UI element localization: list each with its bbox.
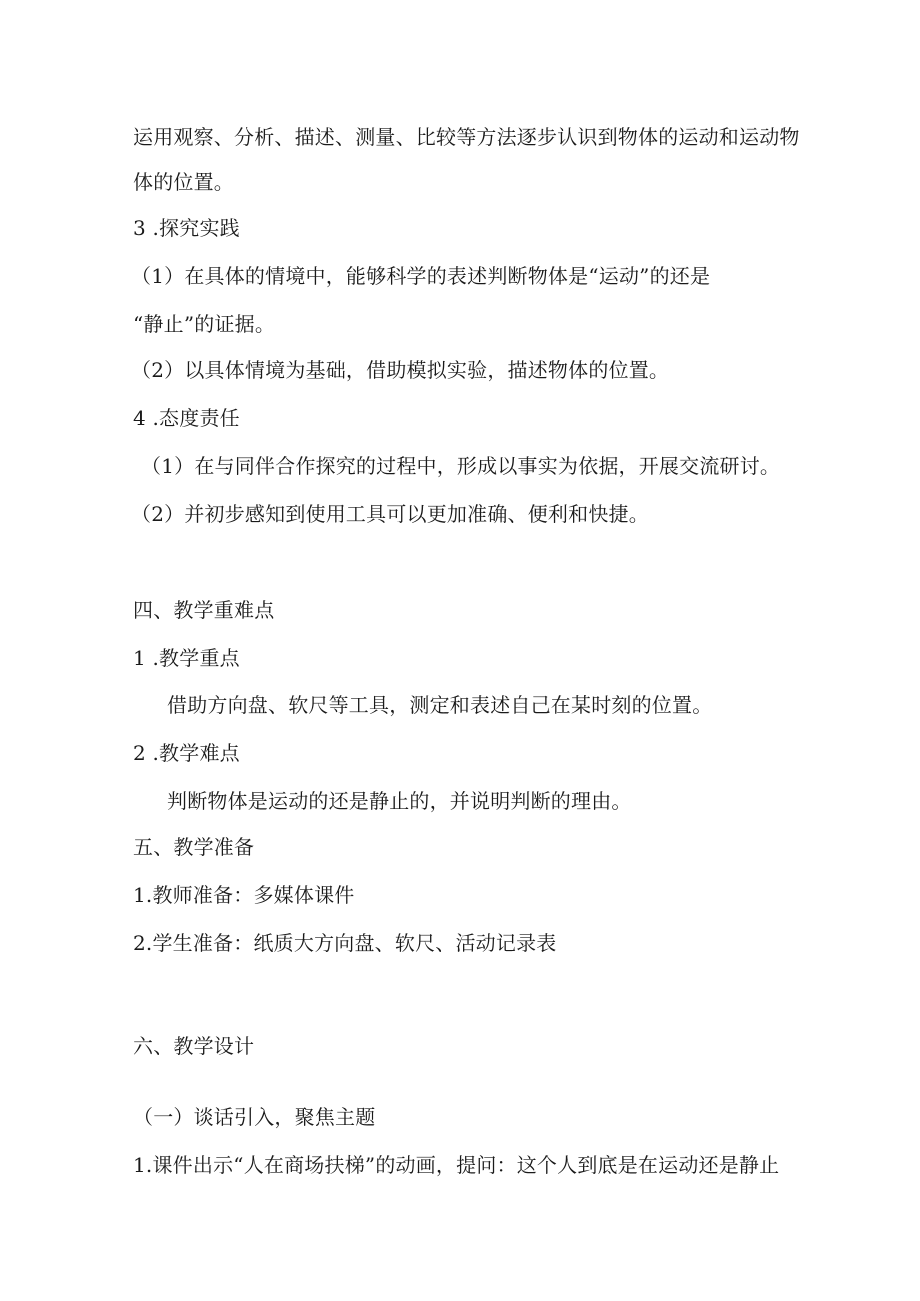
list-item: （2）以具体情境为基础，借助模拟实验，描述物体的位置。 (131, 358, 670, 382)
section-heading-inquiry-practice: 3 .探究实践 (133, 216, 240, 240)
list-item: （1）在具体的情境中，能够科学的表述判断物体是“运动”的还是 (131, 264, 711, 288)
subsection-heading-intro: （一）谈话引入，聚焦主题 (133, 1105, 376, 1129)
chapter-heading-key-points: 四、教学重难点 (133, 598, 275, 622)
list-item-continuation: “静止”的证据。 (133, 312, 276, 336)
body-paragraph-line: 1.课件出示“人在商场扶梯”的动画，提问：这个人到底是在运动还是静止 (133, 1153, 780, 1177)
chapter-heading-design: 六、教学设计 (133, 1034, 255, 1058)
list-item: （1）在与同伴合作探究的过程中，形成以事实为依据，开展交流研讨。 (141, 454, 781, 478)
body-paragraph-line: 判断物体是运动的还是静止的，并说明判断的理由。 (167, 789, 632, 813)
list-item: （2）并初步感知到使用工具可以更加准确、便利和快捷。 (131, 502, 649, 526)
chapter-heading-preparation: 五、教学准备 (133, 835, 255, 859)
list-item-teacher-prep: 1.教师准备：多媒体课件 (133, 883, 355, 907)
body-paragraph-line: 运用观察、分析、描述、测量、比较等方法逐步认识到物体的运动和运动物 (133, 125, 800, 149)
subheading-difficult-point: 2 .教学难点 (133, 741, 240, 765)
section-heading-attitude: 4 .态度责任 (133, 406, 240, 430)
list-item-student-prep: 2.学生准备：纸质大方向盘、软尺、活动记录表 (133, 931, 557, 955)
body-paragraph-line: 借助方向盘、软尺等工具，测定和表述自己在某时刻的位置。 (167, 693, 713, 717)
subheading-key-point: 1 .教学重点 (133, 646, 240, 670)
body-paragraph-line: 体的位置。 (133, 170, 234, 194)
